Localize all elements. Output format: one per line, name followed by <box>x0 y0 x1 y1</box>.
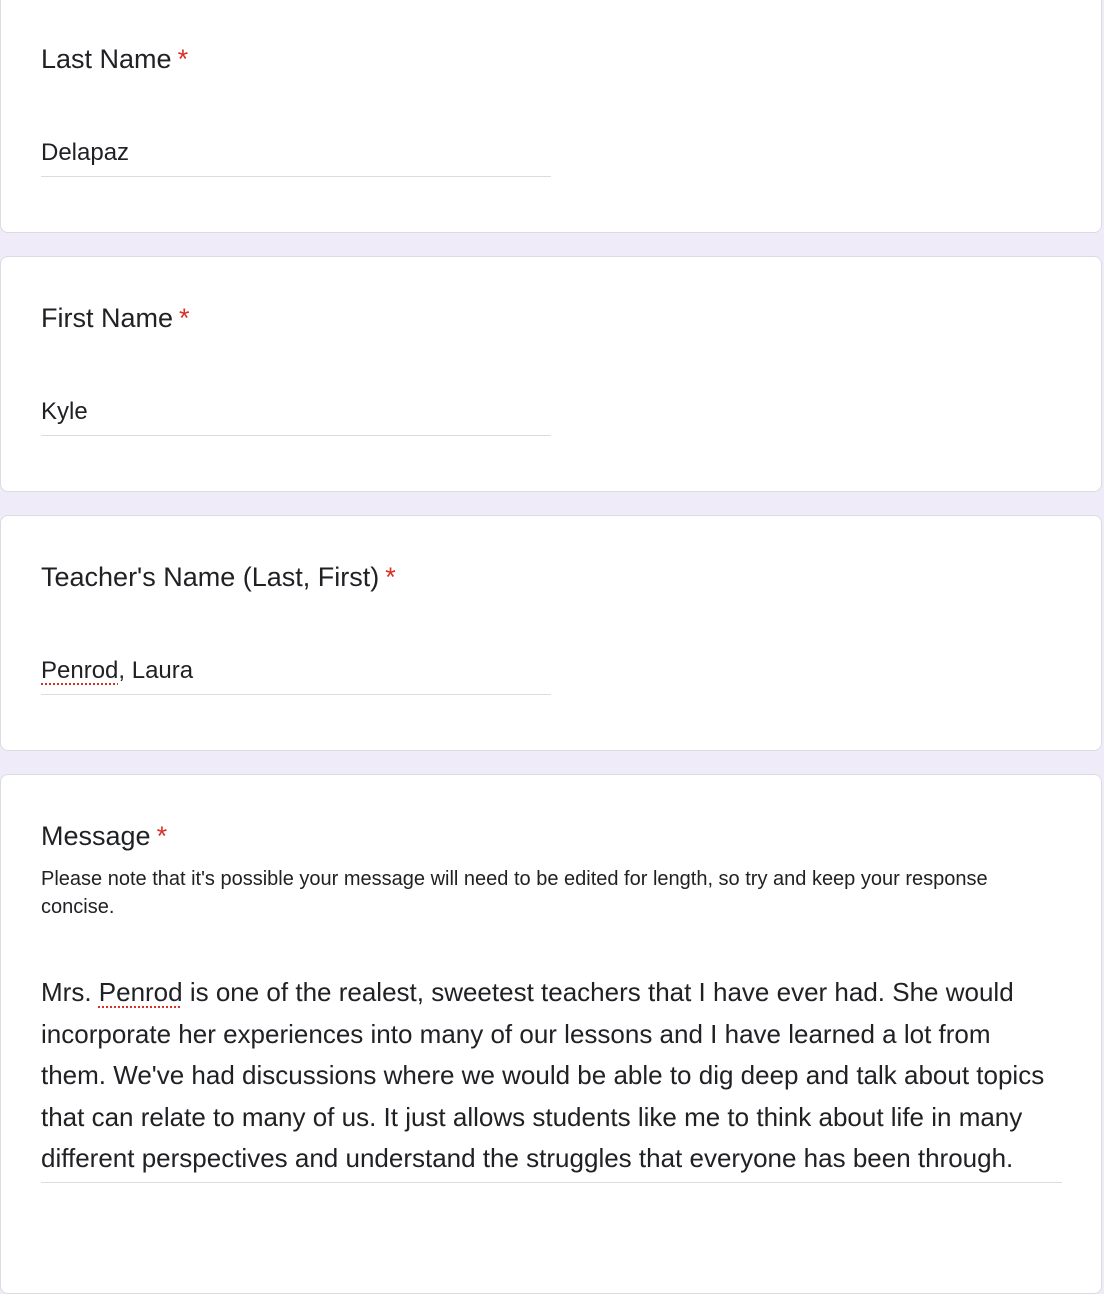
first-name-input[interactable] <box>41 397 551 436</box>
answer-text: Kyle <box>41 398 88 425</box>
question-title <box>41 43 188 75</box>
required-asterisk: * <box>179 303 190 333</box>
required-asterisk: * <box>385 562 396 592</box>
message-textarea[interactable] <box>41 972 1062 1183</box>
question-description: Please note that it's possible your message will need to be edited for length, so try and keep your response concise. <box>41 868 988 918</box>
answer-text: Delapaz <box>41 139 130 166</box>
question-title <box>41 561 396 593</box>
answer-text: , Laura <box>118 657 194 684</box>
question-card-message <box>0 774 1102 1294</box>
question-title <box>41 302 190 334</box>
spellcheck-flagged-word[interactable]: Penrod <box>41 657 119 684</box>
teacher-name-input[interactable] <box>41 656 551 695</box>
question-title-text: First Name <box>41 303 174 333</box>
question-title-text: Message <box>41 821 151 851</box>
required-asterisk: * <box>177 44 189 74</box>
question-title-text: Last Name <box>41 44 172 74</box>
question-title <box>41 820 167 852</box>
answer-text-start: Mrs. <box>41 977 99 1007</box>
question-title-text: Teacher's Name (Last, First) <box>41 562 380 592</box>
question-card-last-name <box>0 0 1102 233</box>
last-name-input[interactable] <box>41 138 551 177</box>
question-card-first-name <box>0 256 1102 492</box>
spellcheck-flagged-word[interactable]: Penrod <box>98 977 183 1007</box>
required-asterisk: * <box>156 821 168 851</box>
answer-text: is one of the realest, sweetest teachers that I have ever had. She would incorporate her experiences into many of our lessons and I have learned a lot from them. We've had discussions where we would be able to dig deep and talk about topics that can relate to many of us. It just allows students like me to think about life in many different perspectives and understand the struggles that everyone has been through. <box>41 977 1045 1173</box>
question-card-teacher-name <box>0 515 1102 751</box>
